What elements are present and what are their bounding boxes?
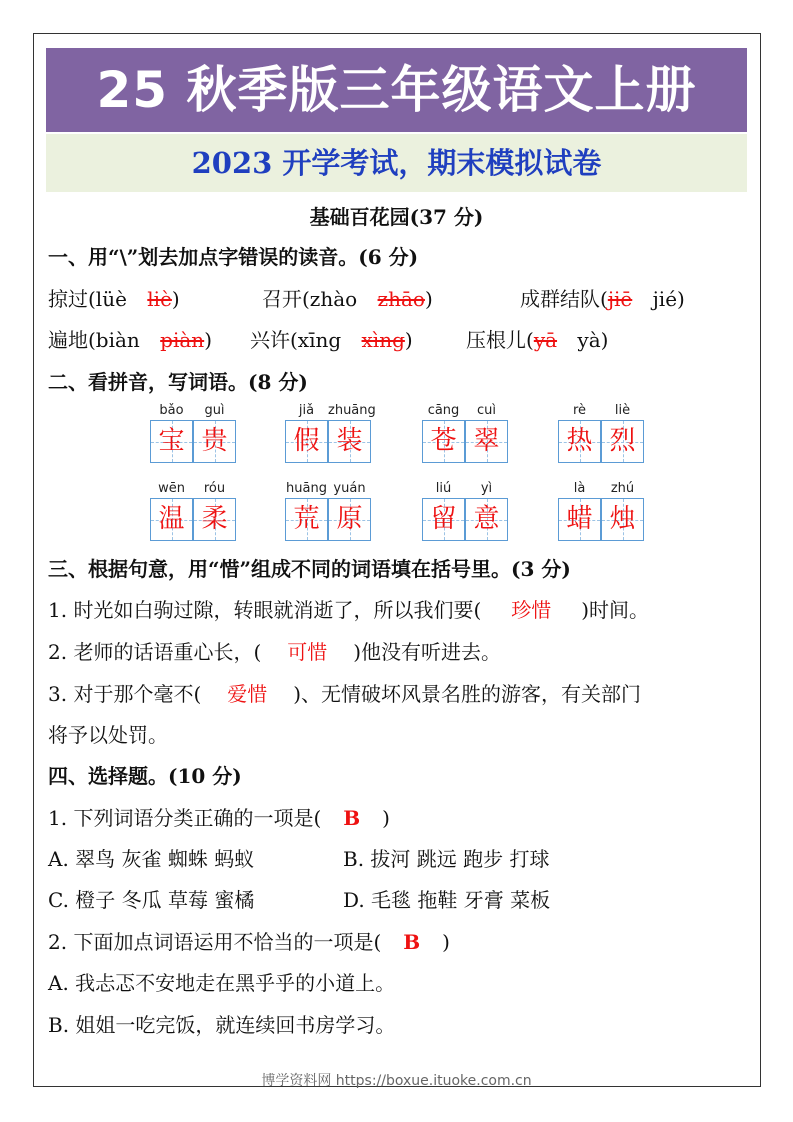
q3-sentence-2	[48, 638, 501, 666]
writing-grid-cell	[150, 420, 193, 463]
q1-item-c-word: 成群结队(	[520, 287, 608, 311]
pinyin-label: liú	[435, 481, 452, 496]
q1-item-d-close: )	[204, 328, 212, 352]
q4-p1-text: 1. 下列词语分类正确的一项是(	[48, 806, 322, 830]
answer-character: 苍	[430, 426, 457, 456]
q3-sentence-3	[48, 680, 641, 708]
writing-grid-cell	[328, 420, 371, 463]
q3-s2-tail: )他没有听进去。	[353, 640, 502, 664]
writing-grid-cell	[601, 420, 644, 463]
q1-item-c-wrong: jiē	[607, 287, 633, 311]
answer-character: 贵	[201, 426, 228, 456]
writing-grid-cell	[285, 498, 328, 541]
writing-grid-cell	[558, 498, 601, 541]
q4-p2-tail: )	[442, 930, 450, 954]
answer-character: 假	[293, 426, 320, 456]
pinyin-label: jiǎ	[298, 403, 315, 418]
pinyin-label: liè	[614, 403, 631, 418]
writing-grid-cell	[150, 498, 193, 541]
answer-character: 热	[566, 426, 593, 456]
writing-grid-cell	[285, 420, 328, 463]
answer-character: 留	[430, 504, 457, 534]
q1-item-a-wrong: liè	[147, 287, 172, 311]
writing-grid-cell	[601, 498, 644, 541]
q3-s1-text: 1. 时光如白驹过隙，转眼就消逝了，所以我们要(	[48, 598, 482, 622]
q1-item-e	[250, 326, 413, 354]
q1-item-f-word: 压根儿(	[466, 328, 534, 352]
q1-item-c-right: jié)	[652, 287, 685, 311]
q3-s3-answer: 爱惜	[227, 682, 268, 706]
q3-s2-text: 2. 老师的话语重心长，(	[48, 640, 262, 664]
q3-s1-tail: )时间。	[581, 598, 650, 622]
answer-character: 蜡	[566, 504, 593, 534]
q1-item-a-close: )	[171, 287, 180, 311]
q1-item-b	[262, 285, 433, 313]
pinyin-label: rè	[572, 403, 587, 418]
q4-p1-option-d: D. 毛毯 拖鞋 牙膏 菜板	[343, 888, 551, 912]
q4-p1-answer: B	[343, 806, 361, 830]
writing-grid-cell	[422, 420, 465, 463]
q4-p2-option-b: B. 姐姐一吃完饭，就连续回书房学习。	[48, 1013, 396, 1037]
q3-sentence-3-cont: 将予以处罚。	[48, 723, 168, 747]
pinyin-label: huāng	[286, 481, 327, 496]
pinyin-label: bǎo	[159, 403, 184, 418]
footer-watermark: 博学资料网 https://boxue.ituoke.com.cn	[261, 1073, 532, 1089]
q3-sentence-1	[48, 596, 649, 624]
answer-character: 宝	[158, 426, 185, 456]
section-title: 基础百花园(37 分)	[309, 205, 484, 229]
pinyin-label: zhuāng	[328, 403, 376, 418]
q4-p1-option-a: A. 翠鸟 灰雀 蜘蛛 蚂蚁	[48, 847, 255, 871]
q4-heading: 四、选择题。(10 分)	[48, 764, 242, 788]
answer-character: 烛	[609, 504, 636, 534]
answer-character: 原	[336, 504, 363, 534]
page-title: 25 秋季版三年级语文上册	[46, 48, 747, 132]
writing-grid-cell	[193, 498, 236, 541]
q3-heading: 三、根据句意，用“惜”组成不同的词语填在括号里。(3 分)	[48, 557, 571, 581]
q1-item-b-word: 召开(zhào	[262, 287, 358, 311]
q4-p1-option-b: B. 拔河 跳远 跑步 打球	[343, 847, 550, 871]
q1-item-f	[466, 326, 608, 354]
answer-character: 柔	[201, 504, 228, 534]
pinyin-label: guì	[204, 403, 225, 418]
q1-item-d-word: 遍地(biàn	[48, 328, 140, 352]
pinyin-label: wēn	[158, 481, 185, 496]
pinyin-label: cuì	[477, 403, 496, 418]
writing-grid-cell	[465, 498, 508, 541]
page-subtitle: 2023 开学考试，期末模拟试卷	[46, 134, 747, 192]
answer-character: 意	[473, 504, 500, 534]
writing-grid-cell	[558, 420, 601, 463]
pinyin-label: yuán	[333, 481, 366, 496]
q4-problem-1	[48, 804, 390, 832]
writing-grid-cell	[328, 498, 371, 541]
q4-p2-answer: B	[403, 930, 421, 954]
pinyin-label: là	[573, 481, 586, 496]
q1-item-f-wrong: yā	[533, 328, 558, 352]
answer-character: 温	[158, 504, 185, 534]
q3-s3-text: 3. 对于那个毫不(	[48, 682, 202, 706]
pinyin-label: róu	[203, 481, 226, 496]
answer-character: 荒	[293, 504, 320, 534]
writing-grid-cell	[422, 498, 465, 541]
q3-s2-answer: 可惜	[287, 640, 328, 664]
q1-item-b-wrong: zhāo	[377, 287, 425, 311]
q1-item-e-close: )	[404, 328, 413, 352]
q1-item-e-wrong: xìng	[361, 328, 405, 352]
q4-p2-option-a: A. 我忐忑不安地走在黑乎乎的小道上。	[48, 971, 396, 995]
q1-item-d-wrong: piàn	[160, 328, 205, 352]
q4-p1-option-c: C. 橙子 冬瓜 草莓 蜜橘	[48, 888, 255, 912]
pinyin-label: zhú	[610, 481, 635, 496]
pinyin-label: yì	[480, 481, 493, 496]
q1-item-a-word: 掠过(lüè	[48, 287, 127, 311]
q4-problem-2	[48, 928, 450, 956]
q4-p1-tail: )	[382, 806, 390, 830]
q1-item-b-close: )	[424, 287, 433, 311]
q1-item-a	[48, 285, 180, 313]
q2-heading: 二、看拼音，写词语。(8 分)	[48, 370, 308, 394]
q1-heading: 一、用“\”划去加点字错误的读音。(6 分)	[48, 245, 419, 269]
answer-character: 装	[336, 426, 363, 456]
pinyin-label: cāng	[427, 403, 460, 418]
writing-grid-cell	[465, 420, 508, 463]
q1-item-c	[520, 285, 685, 313]
q3-s3-tail: )、无情破坏风景名胜的游客，有关部门	[293, 682, 642, 706]
writing-grid-cell	[193, 420, 236, 463]
answer-character: 烈	[609, 426, 636, 456]
answer-character: 翠	[473, 426, 500, 456]
q1-item-e-word: 兴许(xīng	[250, 328, 342, 352]
q1-item-f-right: yà)	[577, 328, 609, 352]
q4-p2-text: 2. 下面加点词语运用不恰当的一项是(	[48, 930, 382, 954]
q3-s1-answer: 珍惜	[511, 598, 552, 622]
q1-item-d	[48, 326, 212, 354]
